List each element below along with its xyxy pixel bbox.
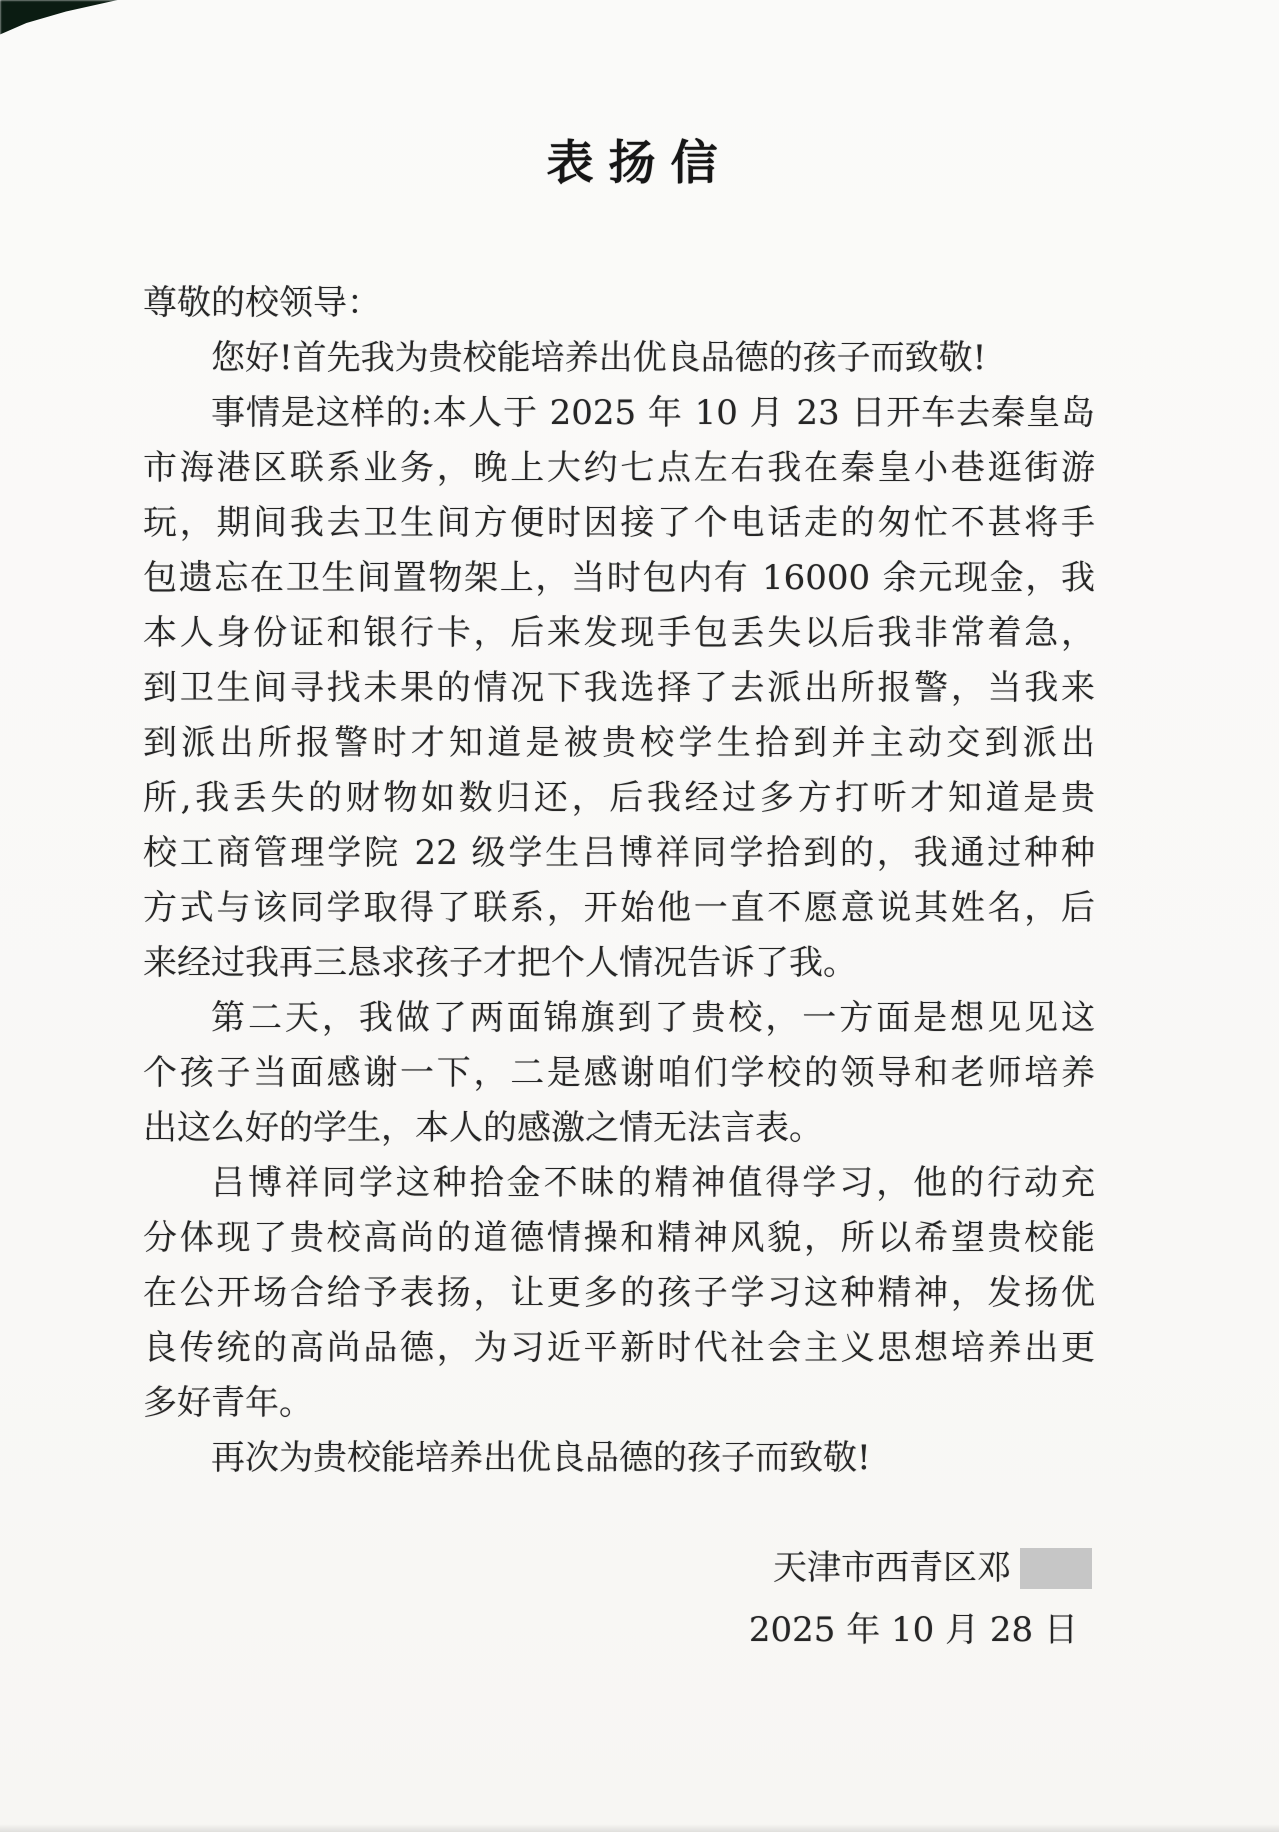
letter-line: 吕博祥同学这种拾金不昧的精神值得学习，他的行动充 [211,1163,1095,1203]
letter-line: 包遗忘在卫生间置物架上，当时包内有 16000 余元现金，我 [143,558,1095,598]
letter-line: 良传统的高尚品德，为习近平新时代社会主义思想培养出更 [143,1328,1095,1368]
letter-line: 再次为贵校能培养出优良品德的孩子而致敬! [211,1438,871,1478]
signer-name: 天津市西青区邓 [773,1548,1011,1588]
letter-line: 您好!首先我为贵校能培养出优良品德的孩子而致敬! [211,338,987,378]
redaction-box [1020,1548,1092,1589]
signer-name-row [749,1537,1092,1599]
letter-line: 分体现了贵校高尚的道德情操和精神风貌，所以希望贵校能 [143,1218,1095,1258]
letter-body [143,276,1095,1486]
letter-date: 2025 年 10 月 28 日 [748,1610,1078,1650]
letter-line: 尊敬的校领导： [143,283,381,323]
letter-line: 出这么好的学生，本人的感激之情无法言表。 [143,1108,823,1148]
letter-line: 所,我丢失的财物如数归还，后我经过多方打听才知道是贵 [143,778,1095,818]
letter-line: 在公开场合给予表扬，让更多的孩子学习这种精神，发扬优 [143,1273,1095,1313]
letter-line: 市海港区联系业务，晚上大约七点左右我在秦皇小巷逛街游 [143,448,1095,488]
letter-line: 到卫生间寻找未果的情况下我选择了去派出所报警，当我来 [143,668,1095,708]
letter-line: 到派出所报警时才知道是被贵校学生拾到并主动交到派出 [143,723,1095,763]
letter-line: 方式与该同学取得了联系，开始他一直不愿意说其姓名，后 [143,888,1095,928]
signature-block [749,1537,1092,1661]
scan-corner-artifact [0,0,120,36]
letter-line: 第二天，我做了两面锦旗到了贵校，一方面是想见见这 [211,998,1095,1038]
letter-line: 个孩子当面感谢一下，二是感谢咱们学校的领导和老师培养 [143,1053,1095,1093]
letter-line: 来经过我再三恳求孩子才把个人情况告诉了我。 [143,943,857,983]
letter-line: 校工商管理学院 22 级学生吕博祥同学拾到的，我通过种种 [143,833,1095,873]
letter-line: 玩，期间我去卫生间方便时因接了个电话走的匆忙不甚将手 [143,503,1095,543]
letter-line: 本人身份证和银行卡，后来发现手包丢失以后我非常着急， [143,613,1095,653]
letter-title: 表扬信 [546,136,733,191]
scan-bottom-edge [0,1824,1279,1832]
letter-line: 多好青年。 [143,1383,313,1423]
letter-line: 事情是这样的:本人于 2025 年 10 月 23 日开车去秦皇岛 [211,393,1095,433]
